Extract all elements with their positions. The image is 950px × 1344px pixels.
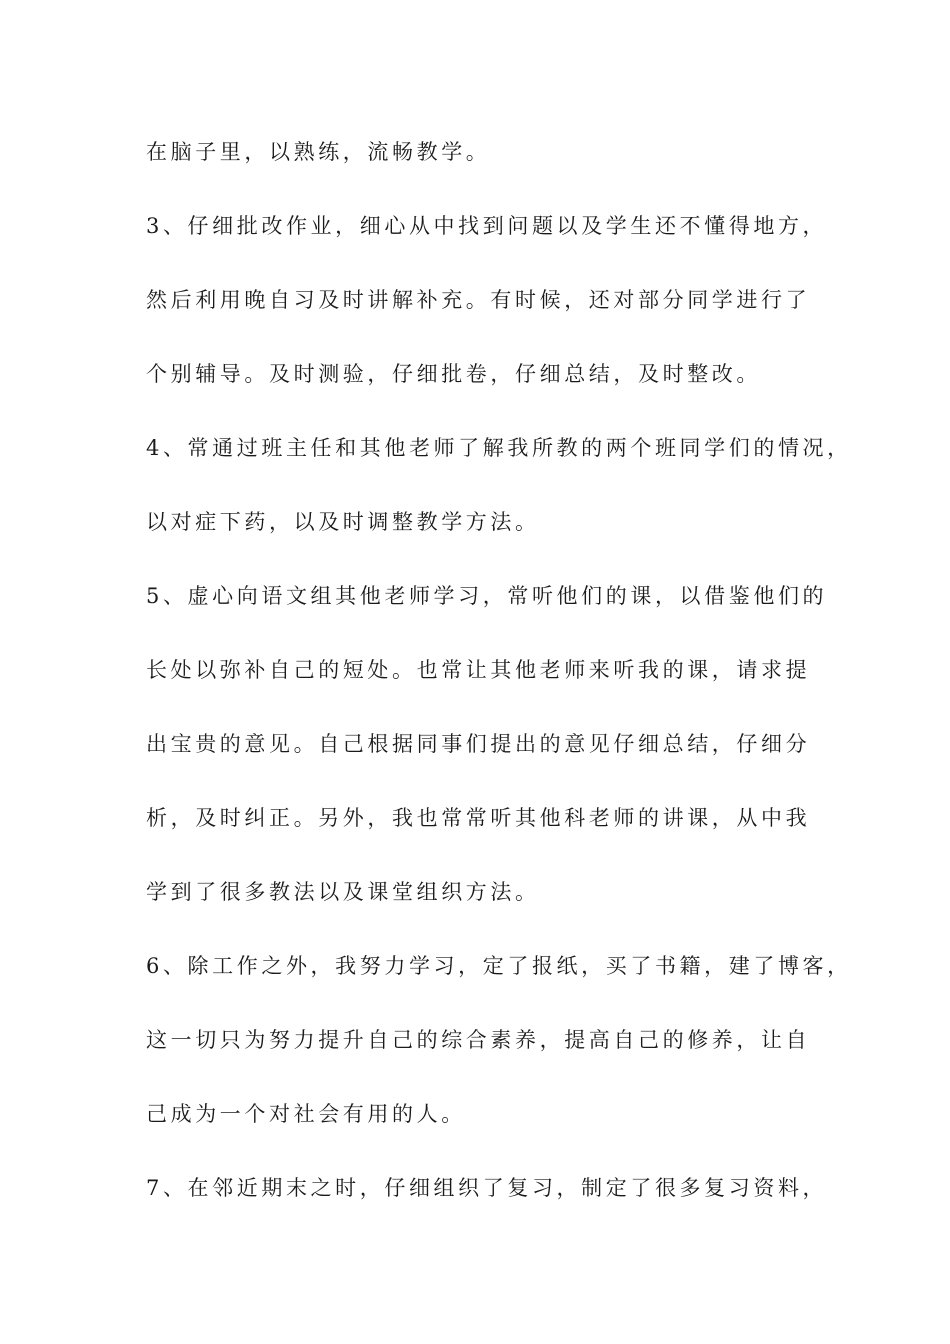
text-line: 己成为一个对社会有用的人。 [146,1102,466,1126]
text-line: 7、在邻近期末之时，仔细组织了复习，制定了很多复习资料， [146,1176,828,1200]
text-line: 在脑子里，以熟练，流畅教学。 [146,140,491,164]
text-line: 这一切只为努力提升自己的综合素养，提高自己的修养，让自 [146,1028,811,1052]
text-line: 5、虚心向语文组其他老师学习，常听他们的课，以借鉴他们的 [146,584,828,608]
text-line: 学到了很多教法以及课堂组织方法。 [146,880,540,904]
text-line: 出宝贵的意见。自己根据同事们提出的意见仔细总结，仔细分 [146,732,811,756]
text-line: 然后利用晚自习及时讲解补充。有时候，还对部分同学进行了 [146,288,811,312]
text-line: 3、仔细批改作业，细心从中找到问题以及学生还不懂得地方， [146,214,828,238]
text-line: 个别辅导。及时测验，仔细批卷，仔细总结，及时整改。 [146,362,761,386]
text-line: 析，及时纠正。另外，我也常常听其他科老师的讲课，从中我 [146,806,811,830]
text-line: 4、常通过班主任和其他老师了解我所教的两个班同学们的情况， [146,436,852,460]
text-line: 6、除工作之外，我努力学习，定了报纸，买了书籍，建了博客， [146,954,852,978]
text-line: 以对症下药，以及时调整教学方法。 [146,510,540,534]
text-line: 长处以弥补自己的短处。也常让其他老师来听我的课，请求提 [146,658,811,682]
